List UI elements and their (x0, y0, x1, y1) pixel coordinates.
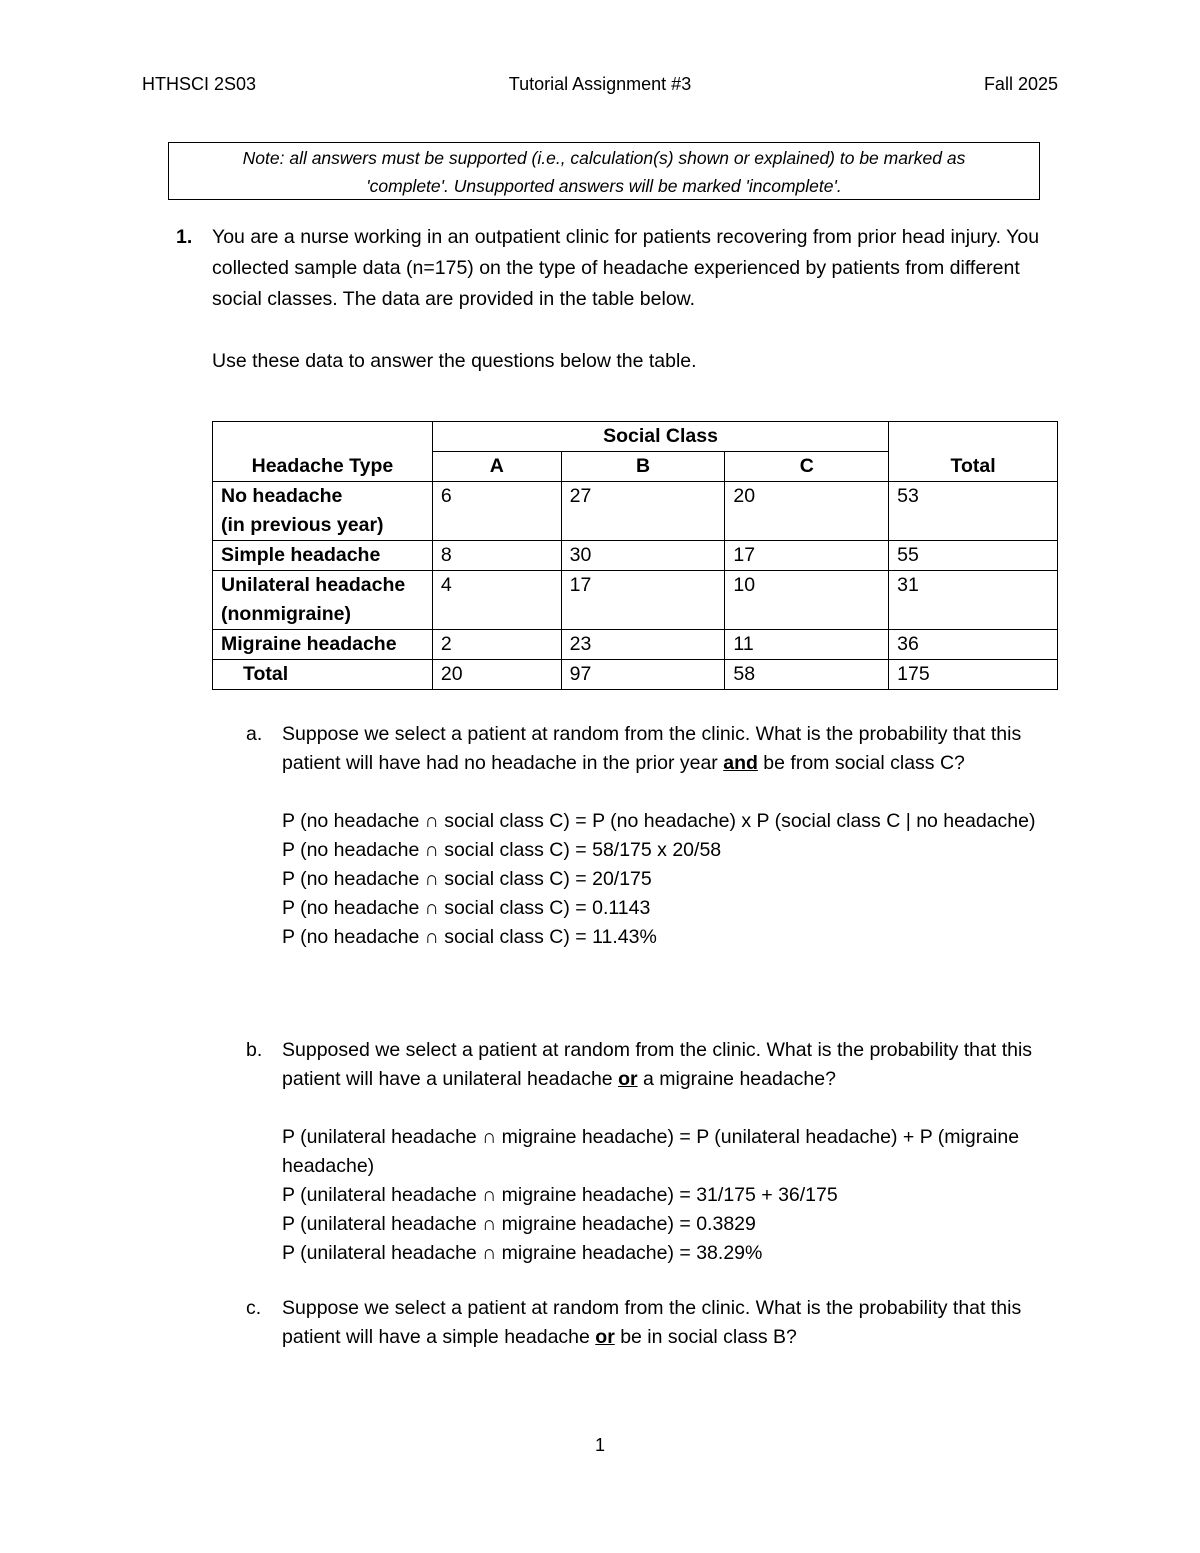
question-text: be from social class C? (757, 752, 965, 774)
cell-total: 53 (889, 482, 1058, 541)
row-label (213, 571, 433, 630)
cell-b: 97 (561, 660, 725, 690)
answer-line: P (no headache ∩ social class C) = 20/175 (282, 868, 652, 890)
answer-line: P (unilateral headache ∩ migraine headache) = 31/175 + 36/175 (282, 1184, 838, 1206)
question-text: be in social class B? (614, 1326, 797, 1348)
cell-b: 27 (561, 482, 725, 541)
part-letter: c. (246, 1297, 262, 1319)
document-title: Tutorial Assignment #3 (508, 74, 692, 94)
emphasis-text: and (723, 752, 758, 774)
part-a-question (282, 720, 1062, 778)
cell-a: 6 (432, 482, 561, 541)
table-header-row-1 (213, 422, 1058, 452)
cell-a: 20 (432, 660, 561, 690)
part-b-question (282, 1036, 1062, 1094)
cell-total: 175 (889, 660, 1058, 690)
note-line-1: Note: all answers must be supported (i.e., calculation(s) shown or explained) to be marked as (242, 148, 966, 168)
answer-line: P (unilateral headache ∩ migraine headache) = P (unilateral headache) + P (migraine headache) (282, 1126, 1020, 1177)
term-label: Fall 2025 (983, 74, 1058, 94)
part-letter: a. (246, 723, 263, 745)
row-label-line: (in previous year) (221, 514, 384, 536)
table-row (213, 482, 1058, 541)
question-text: Suppose we select a patient at random from the clinic. What is the probability that this patient will have had no headache in the prior year (282, 723, 1022, 774)
question-instruction: Use these data to answer the questions below the table. (212, 350, 697, 372)
answer-line: P (no headache ∩ social class C) = 0.1143 (282, 897, 651, 919)
column-header-b: B (561, 452, 725, 482)
answer-line: P (unilateral headache ∩ migraine headache) = 38.29% (282, 1242, 763, 1264)
answer-line: P (no headache ∩ social class C) = 11.43% (282, 926, 657, 948)
question-number: 1. (176, 226, 193, 248)
course-code: HTHSCI 2S03 (142, 74, 257, 94)
social-class-header: Social Class (432, 422, 888, 452)
part-a-body (282, 720, 1062, 952)
cell-c: 11 (725, 630, 889, 660)
column-header-a: A (432, 452, 561, 482)
note-box (168, 142, 1040, 200)
question-text: a migraine headache? (637, 1068, 836, 1090)
column-header-c: C (725, 452, 889, 482)
answer-line: P (no headache ∩ social class C) = P (no headache) x P (social class C | no headache) (282, 810, 1036, 832)
row-label-line: Unilateral headache (221, 574, 406, 596)
row-label-line: (nonmigraine) (221, 603, 351, 625)
row-label (213, 482, 433, 541)
cell-a: 8 (432, 541, 561, 571)
question-intro: You are a nurse working in an outpatient clinic for patients recovering from prior head injury. You collected sample data (n=175) on the type of headache experienced by patients from different social classes. The data are provided in the table below. (212, 226, 1040, 310)
row-header-cell: Headache Type (213, 422, 433, 482)
cell-a: 4 (432, 571, 561, 630)
headache-table (212, 421, 1058, 690)
cell-total: 36 (889, 630, 1058, 660)
cell-b: 30 (561, 541, 725, 571)
table-row (213, 630, 1058, 660)
part-c-question (282, 1294, 1062, 1352)
table-total-row (213, 660, 1058, 690)
emphasis-text: or (618, 1068, 638, 1090)
note-line-2: 'complete'. Unsupported answers will be marked 'incomplete'. (366, 176, 842, 196)
cell-b: 23 (561, 630, 725, 660)
cell-a: 2 (432, 630, 561, 660)
total-row-label: Total (213, 660, 433, 690)
question-text: Supposed we select a patient at random from the clinic. What is the probability that this patient will have a unilateral headache (282, 1039, 1033, 1090)
cell-total: 55 (889, 541, 1058, 571)
total-column-header: Total (889, 422, 1058, 482)
emphasis-text: or (595, 1326, 615, 1348)
question-text: Suppose we select a patient at random from the clinic. What is the probability that this patient will have a simple headache (282, 1297, 1022, 1348)
cell-c: 20 (725, 482, 889, 541)
table-row (213, 541, 1058, 571)
answer-line: P (unilateral headache ∩ migraine headache) = 0.3829 (282, 1213, 756, 1235)
cell-total: 31 (889, 571, 1058, 630)
part-c-body (282, 1294, 1062, 1352)
row-label: Simple headache (213, 541, 433, 571)
cell-c: 10 (725, 571, 889, 630)
part-letter: b. (246, 1039, 263, 1061)
cell-c: 58 (725, 660, 889, 690)
answer-line: P (no headache ∩ social class C) = 58/175 x 20/58 (282, 839, 722, 861)
row-label-line: No headache (221, 485, 343, 507)
page-number: 1 (594, 1435, 605, 1455)
part-b-body (282, 1036, 1062, 1268)
table-row (213, 571, 1058, 630)
cell-c: 17 (725, 541, 889, 571)
cell-b: 17 (561, 571, 725, 630)
row-label: Migraine headache (213, 630, 433, 660)
